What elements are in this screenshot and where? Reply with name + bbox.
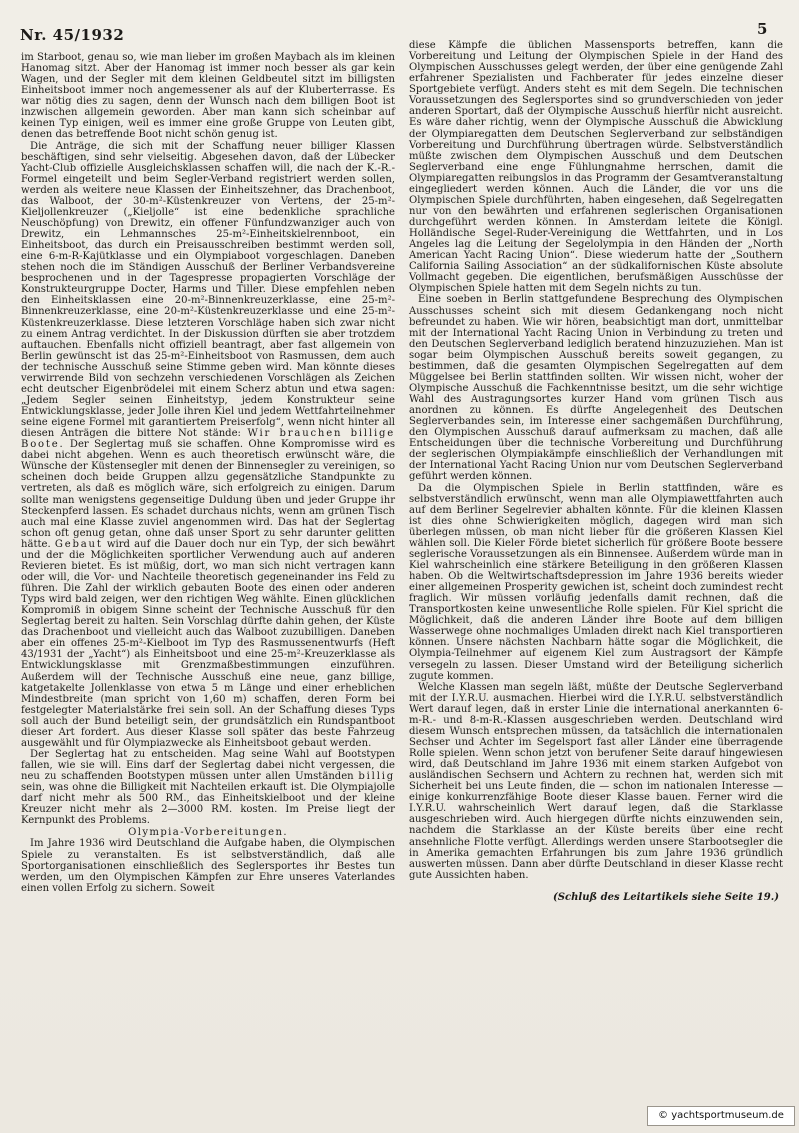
issue-number: Nr. 45/1932 [20,26,125,44]
paragraph-text: sein, was ohne die Billigkeit mit Nachteilen erkauft ist. Die Olympiajolle darf nicht mehr als 500 RM., das Einheitskielboot und der kleine Kreuzer nicht mehr als 2—3000 RM. kosten. Im Preise liegt der Kernpunkt des Problems. [21,782,395,827]
right-column [409,40,783,903]
paragraph: diese Kämpfe die üblichen Massensports betreffen, kann die Vorbereitung und Leitung der Olympischen Spiele in der Hand des Olympischen Ausschusses gelegt werden, der über eine genügende Zahl erfahrener Spezialisten und Fachberater für jedes einzelne dieser Sportgebiete verfügt. Anders steht es mit dem Segeln. Die technischen Voraussetzungen des Seglersportes sind so grundverschieden von jeder anderen Sportart, daß der Olympische Ausschuß hierfür nicht ausreicht. Es wäre daher richtig, wenn der Olympische Ausschuß die Abwicklung der Olympiaregatten dem Deutschen Seglerverband zur selbständigen Vorbereitung und Durchführung übertragen würde. Selbstverständlich müßte zwischen dem Olympischen Ausschuß und dem Deutschen Seglerverband eine enge Fühlungnahme herrschen, damit die Olympiaregatten reibungslos in das Programm der Gesamtveranstaltung eingegliedert werden können. Auch die Länder, die vor uns die Olympischen Spiele durchführten, haben eingesehen, daß Segelregatten nur von den bewährten und erfahrenen seglerischen Organisationen durchgeführt werden können. In Amsterdam leitete die Königl. Holländische Segel-Ruder-Vereinigung die Wettfahrten, und in Los Angeles lag die Leitung der Segelolympia in den Händen der „North American Yacht Racing Union“. Diese wiederum hatte der „Southern California Sailing Association“ an der südkalifornischen Küste absolute Vollmacht gegeben. Die eigentlichen, berufsmäßigen Ausschüsse der Olympischen Spiele hatten mit dem Segeln nichts zu tun. [409,40,783,295]
paragraph: Im Jahre 1936 wird Deutschland die Aufgabe haben, die Olympischen Spiele zu veranstalten. Es ist selbstverständlich, daß alle Sportorganisationen einschließlich des Seglersportes ihr Bestes tun werden, um den Olympischen Kämpfen zur Ehre unseres Vaterlandes einen vollen Erfolg zu sichern. Soweit [21,838,395,894]
page-number: 5 [757,20,768,38]
paragraph-text: Der Seglertag hat zu entscheiden. Mag seine Wahl auf Bootstypen fallen, wie sie will. Eins darf der Seglertag dabei nicht vergessen, die neu zu schaffenden Bootstypen müssen unter allen Umständen [21,748,395,783]
left-column [21,52,395,894]
paragraph: Da die Olympischen Spiele in Berlin stattfinden, wäre es selbstverständlich erwünscht, wenn man alle Olympiawettfahrten auch auf dem Berliner Segelrevier abhalten könnte. Für die kleinen Klassen ist dies ohne Schwierigkeiten möglich, dagegen wird man sich überlegen müssen, ob man nicht lieber für die größeren Klassen Kiel wählen soll. Die Kieler Förde bietet sicherlich für größere Boote bessere seglerische Voraussetzungen als ein Binnensee. Außerdem würde man in Kiel wahrscheinlich eine stärkere Beteiligung in den größeren Klassen haben. Ob die Weltwirtschaftsdepression im Jahre 1936 bereits wieder einer allgemeinen Prosperity gewichen ist, scheint doch zumindest recht fraglich. Wir müssen vorläufig jedenfalls damit rechnen, daß die Transportkosten keine unwesentliche Rolle spielen. Für Kiel spricht die Möglichkeit, daß die anderen Länder ihre Boote auf dem billigen Wasserwege ohne nochmaliges Umladen direkt nach Kiel transportieren können. Unsere nächsten Nachbarn hätte sogar die Möglichkeit, die Olympia-Teilnehmer auf eigenem Kiel zum Austragsort der Kämpfe versegeln zu lassen. Dieser Umstand wird der Beteiligung sicherlich zugute kommen. [409,482,783,682]
paragraph-text: wird auf die Dauer doch nur ein Typ, der sich bewährt und der die Möglichkeiten sportlicher Verwendung auch auf anderen Revieren bietet. Es ist müßig, dort, wo man sich nicht vertragen kann oder will, die Vor- und Nachteile theoretisch gegeneinander ins Feld zu führen. Die Zahl der wirklich gebauten Boote des einen oder anderen Typs wird bald zeigen, wer den richtigen Weg wählte. Einen glücklichen Kompromiß in obigem Sinne scheint der Technische Ausschuß für den Seglertag bereit zu halten. Sein Vorschlag dürfte dahin gehen, der Küste das Drachenboot und vielleicht auch das Walboot zuzubilligen. Daneben aber ein offenes 25-m²-Kielboot im Typ des Rasmussenentwurfs (Heft 43/1931 der „Yacht“) als Einheitsboot und eine 25-m²-Kreuzerklasse als Entwicklungsklasse mit Grenzmaßbestimmungen einzuführen. Außerdem will der Technische Ausschuß eine neue, ganz billige, katgetakelte Jollenklasse von etwa 5 m Länge und einer erheblichen Mindestbreite (man spricht von 1,60 m) schaffen, deren Form bei festgelegter Materialstärke frei sein soll. An der Schaffung dieses Typs soll auch der Bund beteiligt sein, der grundsätzlich ein Rundspantboot dieser Art fordert. Aus dieser Klasse soll später das beste Fahrzeug ausgewählt und für Olympiazwecke als Einheitsboot gebaut werden. [21,538,395,749]
paragraph [21,141,395,749]
watermark-label: © yachtsportmuseum.de [647,1106,795,1126]
paragraph-text: Der Seglertag muß sie schaffen. Ohne Kompromisse wird es dabei nicht abgehen. Wenn es auch theoretisch erwünscht wäre, die Wünsche der Küstensegler mit denen der Binnensegler zu vereinigen, so scheinen doch beide Gruppen allzu gegensätzliche Standpunkte zu vertreten, als daß es möglich wäre, sich erfolgreich zu einigen. Darum sollte man wenigstens gegenseitige Duldung üben und jeder Gruppe ihr Steckenpferd lassen. Es schadet durchaus nichts, wenn am grünen Tisch auch mal eine Klasse zuviel angenommen wird. Das hat der Seglertag schon oft genug getan, ohne daß unser Sport zu sehr darunter gelitten hätte. [21,439,395,550]
paragraph [21,749,395,826]
emphasis-text: Gebaut [54,538,103,550]
paragraph: Eine soeben in Berlin stattgefundene Besprechung des Olympischen Ausschusses scheint sich mit diesem Gedankengang noch nicht befreundet zu haben. Wie wir hören, beabsichtigt man dort, unmittelbar mit der International Yacht Racing Union in Verbindung zu treten und den Deutschen Seglerverband lediglich beratend hinzuzuziehen. Man ist sogar beim Olympischen Ausschuß bereits soweit gegangen, zu bestimmen, daß die gesamten Olympischen Segelregatten auf dem Müggelsee bei Berlin stattfinden sollten. Wir wissen nicht, woher der Olympische Ausschuß die Fachkenntnisse besitzt, um die sehr wichtige Wahl des Austragungsortes kurzer Hand vom grünen Tisch aus anordnen zu können. Es dürfte Angelegenheit des Deutschen Seglerverbandes sein, im Interesse einer sachgemäßen Durchführung, den Olympischen Ausschuß darauf aufmerksam zu machen, daß alle Entscheidungen über die technische Vorbereitung und Durchführung der seglerischen Olympiakämpfe einschließlich der Verhandlungen mit der International Yacht Racing Union nur vom Deutschen Seglerverband geführt werden können. [409,294,783,483]
section-heading: Olympia-Vorbereitungen. [128,827,288,839]
emphasis-text: billig [358,771,395,783]
paragraph-text: Die Anträge, die sich mit der Schaffung neuer billiger Klassen beschäftigen, sind sehr vielseitig. Abgesehen davon, daß der Lübecker Yacht-Club offizielle Ausgleichsklassen schaffen will, die nach der K.-R.-Formel eingeteilt und beim Segler-Verband registriert werden sollen, werden als weitere neue Klassen der Einheitszehner, das Drachenboot, das Walboot, der 30-m²-Küstenkreuzer von Vertens, der 25-m²-Kieljollenkreuzer („Kieljolle“ ist eine bedenkliche sprachliche Neuschöpfung) von Drewitz, ein offener Fünfundzwanziger auch von Drewitz, ein Lehmannsches 25-m²-Einheitskielrennboot, ein Einheitsboot, das durch ein Preisausschreiben bestimmt werden soll, eine 6-m-R-Kajütklasse und ein Olympiaboot vorgeschlagen. Daneben stehen noch die im Ständigen Ausschuß der Berliner Verbandsvereine besprochenen und in der Tagespresse propagierten Vorschläge der Konstrukteurgruppe Docter, Harms und Tiller. Diese empfehlen neben den Einheitsklassen eine 20-m²-Binnenkreuzerklasse, eine 25-m²-Binnenkreuzerklasse, eine 20-m²-Küstenkreuzerklasse und eine 25-m²-Küstenkreuzerklasse. Diese letzteren Vorschläge haben sich zwar nicht zu einem Antrag verdichtet. In der Diskussion dürften sie aber trotzdem auftauchen. Ebenfalls nicht offiziell beantragt, aber fast allgemein von Berlin gewünscht ist das 25-m²-Einheitsboot von Rasmussen, dem auch der technische Ausschuß seine Stimme geben wird. Man könnte dieses verwirrende Bild von sechzehn verschiedenen Vorschlägen als Zeichen echt deutscher Eigenbrödelei mit einem Scherz abtun und etwa sagen: „Jedem Segler seinen Einheitstyp, jedem Konstrukteur seine Entwicklungsklasse, jeder Jolle ihren Kiel und jedem Wettfahrteilnehmer seine eigene Formel mit garantiertem Preiserfolg“, wenn nicht hinter all diesen Anträgen die bittere Not stände: [21,140,395,440]
paragraph: im Starboot, genau so, wie man lieber im großen Maybach als im kleinen Hanomag sitzt. Aber der Hanomag ist immer noch besser als gar kein Wagen, und der Segler mit dem kleinen Geldbeutel sitzt im billigsten Einheitsboot immer noch angemessener als auf der Kluberterrasse. Es war nötig dies zu sagen, denn der Wunsch nach dem billigen Boot ist inzwischen allgemein geworden. Aber man kann sich scheinbar auf keinen Typ einigen, weil es immer eine große Gruppe von Leuten gibt, denen das betreffende Boot nicht schön genug ist. [21,52,395,141]
continuation-note: (Schluß des Leitartikels siehe Seite 19.) [552,891,779,903]
paragraph: Welche Klassen man segeln läßt, müßte der Deutsche Seglerverband mit der I.Y.R.U. ausmachen. Hierbei wird die I.Y.R.U. selbstverständlich Wert darauf legen, daß in erster Linie die international anerkannten 6-m-R.- und 8-m-R.-Klassen ausgeschrieben werden. Deutschland wird diesem Wunsch entsprechen müssen, da tatsächlich die internationalen Sechser und Achter im Segelsport fast aller Länder eine überragende Rolle spielen. Wenn schon jetzt von berufener Seite darauf hingewiesen wird, daß Deutschland im Jahre 1936 mit einem starken Aufgebot von ausländischen Sechsern und Achtern zu rechnen hat, werden sich mit Sicherheit bei uns Leute finden, die — schon im nationalen Interesse — einige konkurrenzfähige Boote dieser Klasse bauen. Ferner wird die I.Y.R.U. wahrscheinlich Wert darauf legen, daß die Starklasse ausgeschrieben wird. Auch hiergegen dürfte nichts einzuwenden sein, nachdem die Starklasse an der Küste bereits über eine recht ansehnliche Flotte verfügt. Allerdings werden unsere Starbootsegler die in Amerika gemachten Erfahrungen bis zum Jahre 1936 gründlich auswerten müssen. Dann aber dürfte Deutschland in dieser Klasse recht gute Aussichten haben. [409,681,783,881]
emphasis-text: Wir brauchen billige Boote. [21,428,395,451]
